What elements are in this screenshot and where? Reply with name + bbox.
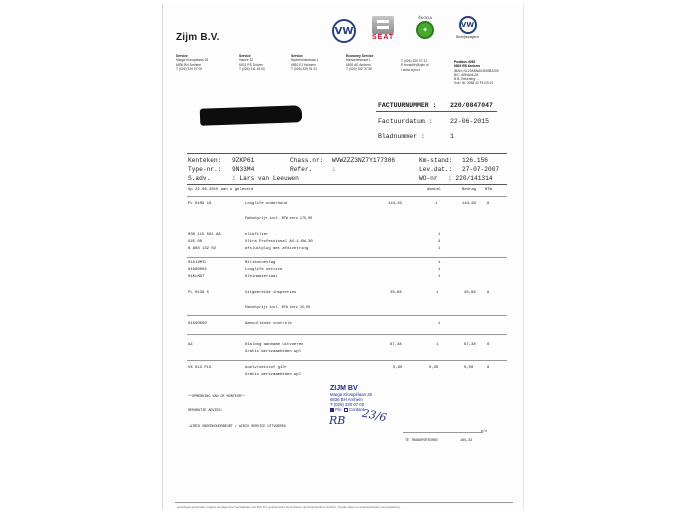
total-divider xyxy=(403,432,483,433)
contact-block: T (026) 320 07 31 E receptie@zijm.nl I www.zijm.nl xyxy=(401,59,429,72)
workorder-value: : 220/141314 xyxy=(448,175,493,182)
contant-checkbox-icon xyxy=(344,408,348,412)
type-label: Type-nr.: xyxy=(188,166,222,173)
invoice-number: 220/0847047 xyxy=(450,102,493,109)
row-price: 144,63 xyxy=(388,202,403,206)
mechanic-remark: **OPMERKING VAN DE MONTEUR** xyxy=(188,395,245,399)
row-desc: afsluitplug met afdichtring xyxy=(245,247,309,251)
row-qty: 1 xyxy=(436,291,439,295)
row-code: 01090004 xyxy=(188,268,207,272)
row-qty: 1 xyxy=(436,343,439,347)
row-vat: 6 xyxy=(487,343,490,347)
total-value: 185,33 xyxy=(460,439,473,443)
repair-advice-text: -AIRCO ONDERHOUDSBEURT / AIRCO SERVICE UITVOEREN xyxy=(188,425,286,429)
vat-header: BTW xyxy=(485,188,493,192)
row-amount: 20,66 xyxy=(464,291,476,295)
pin-checkbox-icon xyxy=(330,408,334,412)
table-header-divider xyxy=(187,196,507,197)
row-qty: 1 xyxy=(438,322,441,326)
delivery-date-label: Lev.dat.: xyxy=(419,166,453,173)
amount-header: Bedrag xyxy=(462,188,477,192)
handwritten-initials: RB xyxy=(329,414,346,427)
location-block-1: Service Marga Klompélaan 26 6836 BH Arnhem T (026) 320 07 00 xyxy=(176,54,209,71)
kenteken-value: 9ZKP61 xyxy=(232,157,255,164)
service-advisor-label: S.adv. xyxy=(188,175,211,182)
row-qty: 1 xyxy=(438,233,441,237)
row-desc: Gratis werkzaamheden wpl xyxy=(245,373,302,377)
row-price: 5,80 xyxy=(393,366,403,370)
row-code: PL 0139 5 xyxy=(188,291,210,295)
page-number: 1 xyxy=(450,133,454,140)
row-code: 01590050 xyxy=(188,322,207,326)
chassis-value: WVWZZZ3NZ7Y177386 xyxy=(332,157,396,164)
row-qty: 4 xyxy=(438,240,441,244)
row-code: 01012MIL xyxy=(188,261,207,265)
row-code: 030 115 561 AA xyxy=(188,233,221,237)
row-code: AZ xyxy=(188,343,193,347)
row-amount: 67,38 xyxy=(464,343,476,347)
footer-divider xyxy=(175,502,513,503)
delivery-intro: Op 22-06-2015 aan u geleverd xyxy=(188,188,254,192)
workorder-label: WO-nr xyxy=(419,175,438,182)
invoice-divider xyxy=(376,111,497,112)
footer-terms: Leveringen geschieden volgens de Algemene Voorwaarden van Zijm B.V. gedeponeerd bij de Kamer van Koophandel te Arnhem. Op alle zaken en werkzaamheden van toepassing. xyxy=(177,505,401,509)
skoda-logo-icon: ŠKODA ✦ xyxy=(416,15,434,39)
invoice-paper xyxy=(162,4,524,510)
payment-stamp: ZIJM BV Marga Klompélaan 26 6836 BH Arnhem T (026) 320 07 00 Pin Contant xyxy=(330,385,373,412)
row-divider xyxy=(187,257,507,258)
page-number-label: Bladnummer : xyxy=(378,133,425,140)
row-qty: 1 xyxy=(438,261,441,265)
row-divider xyxy=(187,315,507,316)
kenteken-label: Kenteken: xyxy=(188,157,222,164)
row-amount: 0,00 xyxy=(464,366,474,370)
qty-header: Aantal xyxy=(427,188,442,192)
row-qty: 0,30 xyxy=(429,366,439,370)
row-code: PL 0109 16 xyxy=(188,202,212,206)
row-amount: 144,63 xyxy=(462,202,477,206)
row-desc: Longlife service xyxy=(245,268,283,272)
type-value: 9N33M4 xyxy=(232,166,255,173)
row-price: 20,66 xyxy=(390,291,402,295)
total-label: TE TRANSPORTEREN xyxy=(405,439,438,443)
row-vat: 6 xyxy=(487,202,490,206)
location-block-3: Service Nijverheidsstraat 1 6851 EJ Huissen T (026) 325 91 31 xyxy=(291,54,319,71)
row-qty: 1 xyxy=(435,202,438,206)
row-price: 67,38 xyxy=(390,343,402,347)
invoice-date: 22-06-2015 xyxy=(450,118,490,125)
invoice-date-label: Factuurdatum : xyxy=(378,118,433,125)
row-desc: Milieutoeslag xyxy=(245,261,276,265)
row-vat: 6 xyxy=(487,291,490,295)
km-value: 126.156 xyxy=(462,157,488,164)
delivery-date-value: 27-07-2007 xyxy=(462,166,500,173)
company-name: Zijm B.V. xyxy=(176,32,220,43)
row-code: VX 613 PLS xyxy=(188,366,212,370)
handwritten-date: 23/6 xyxy=(360,406,388,425)
invoice-number-label: FACTUURNUMMER : xyxy=(378,102,437,109)
row-code: 01KLMAT xyxy=(188,275,205,279)
km-label: Km-stand: xyxy=(419,157,453,164)
chassis-label: Chass.nr: xyxy=(290,157,324,164)
row-desc: Dialoog aanname uitvoeren xyxy=(245,343,304,347)
vw-commercial-logo-icon: VW Bedrijfswagens xyxy=(456,16,479,39)
package-note: Pakketprijs incl. BTW euro 175,00 xyxy=(245,217,313,221)
row-desc: Aanvullende controle xyxy=(245,322,292,326)
row-desc: Ultra Professional AV-1-OW-30 xyxy=(245,240,313,244)
seat-logo-icon: SEAT xyxy=(372,16,394,41)
row-desc: koelvloeistof g13+ xyxy=(245,366,288,370)
redacted-address xyxy=(200,105,303,126)
vehicle-bottom-divider xyxy=(187,184,507,185)
row-desc: oliefilter xyxy=(245,233,269,237)
row-qty: 1 xyxy=(438,268,441,272)
service-advisor-value: : Lars van Leeuwen xyxy=(232,175,299,182)
vehicle-top-divider xyxy=(187,153,507,154)
row-desc: Kleinmateriaal xyxy=(245,275,278,279)
refer-value: : xyxy=(332,166,336,173)
row-divider xyxy=(187,334,507,335)
vw-logo-icon: VW xyxy=(332,19,356,43)
bank-block: Postbus 4092 6803 EB Arnhem IBAN: NL22ABNA0455982000 BIC: ABNANL2A B.B. Rekening: ... KvK: NL 0098 42 P10 B 01 xyxy=(454,60,499,86)
row-desc: Gratis werkzaamheden wpl xyxy=(245,350,302,354)
row-vat: 6 xyxy=(487,366,490,370)
location-block-2: Service Hanze 32 6921 RS Duiven T (026) 311 48 00 xyxy=(239,54,265,71)
row-qty: 1 xyxy=(438,247,441,251)
refer-label: Refer. xyxy=(290,166,313,173)
row-qty: 1 xyxy=(438,275,441,279)
currency-label: e/v xyxy=(481,430,488,434)
location-block-4: Economy Service Merwedestraat 1 6826 AE Arnhem T (026) 352 37 50 xyxy=(346,54,374,71)
row-desc: Longlife onderhoud xyxy=(245,202,288,206)
row-code: N 908 132 02 xyxy=(188,247,217,251)
row-divider xyxy=(187,360,507,361)
row-desc: Uitgebreide inspecties xyxy=(245,291,297,295)
row-code: G45 08 xyxy=(188,240,203,244)
repair-advice-label: REPARATIE ADVIES: xyxy=(188,409,223,413)
package-note: Pakketprijs incl. BTW euro 25,00 xyxy=(245,306,311,310)
